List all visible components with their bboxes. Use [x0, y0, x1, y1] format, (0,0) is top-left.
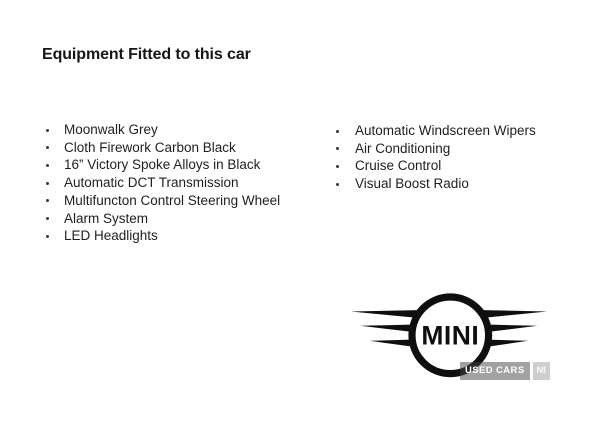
equipment-item-label: Automatic Windscreen Wipers	[355, 123, 536, 138]
equipment-item-label: 16” Victory Spoke Alloys in Black	[64, 157, 261, 173]
equipment-item-label: Automatic DCT Transmission	[64, 175, 239, 191]
bullet-icon	[46, 164, 49, 167]
bullet-icon	[46, 182, 49, 185]
list-item	[44, 174, 324, 192]
page-title: Equipment Fitted to this car	[42, 46, 251, 63]
watermark-region: NI	[533, 362, 550, 380]
equipment-list-left	[44, 121, 324, 245]
equipment-item-label: LED Headlights	[64, 228, 158, 244]
bullet-icon	[46, 217, 49, 220]
list-item	[334, 157, 574, 175]
bullet-icon	[46, 129, 49, 132]
equipment-item-label: Moonwalk Grey	[64, 122, 158, 137]
equipment-list-right	[334, 122, 574, 193]
list-item	[334, 175, 574, 193]
bullet-icon	[336, 183, 339, 186]
watermark-label: USED CARS	[460, 362, 530, 380]
bullet-icon	[46, 146, 49, 149]
list-item	[44, 121, 324, 139]
bullet-icon	[336, 165, 339, 168]
list-item	[44, 210, 324, 228]
list-item	[44, 139, 324, 157]
equipment-item-label: Cruise Control	[355, 158, 442, 174]
bullet-icon	[336, 147, 339, 150]
equipment-item-label: Air Conditioning	[355, 140, 451, 156]
list-item	[334, 140, 574, 158]
bullet-icon	[336, 130, 339, 133]
used-cars-ni-watermark	[460, 362, 550, 380]
equipment-item-label: Multifuncton Control Steering Wheel	[64, 192, 281, 208]
list-item	[334, 122, 574, 140]
bullet-icon	[46, 235, 49, 238]
equipment-item-label: Cloth Firework Carbon Black	[64, 139, 236, 155]
list-item	[44, 192, 324, 210]
equipment-item-label: Alarm System	[64, 210, 149, 226]
list-item	[44, 156, 324, 174]
bullet-icon	[46, 199, 49, 202]
mini-logo-text: MINI	[421, 320, 480, 351]
equipment-item-label: Visual Boost Radio	[355, 176, 469, 192]
list-item	[44, 227, 324, 245]
